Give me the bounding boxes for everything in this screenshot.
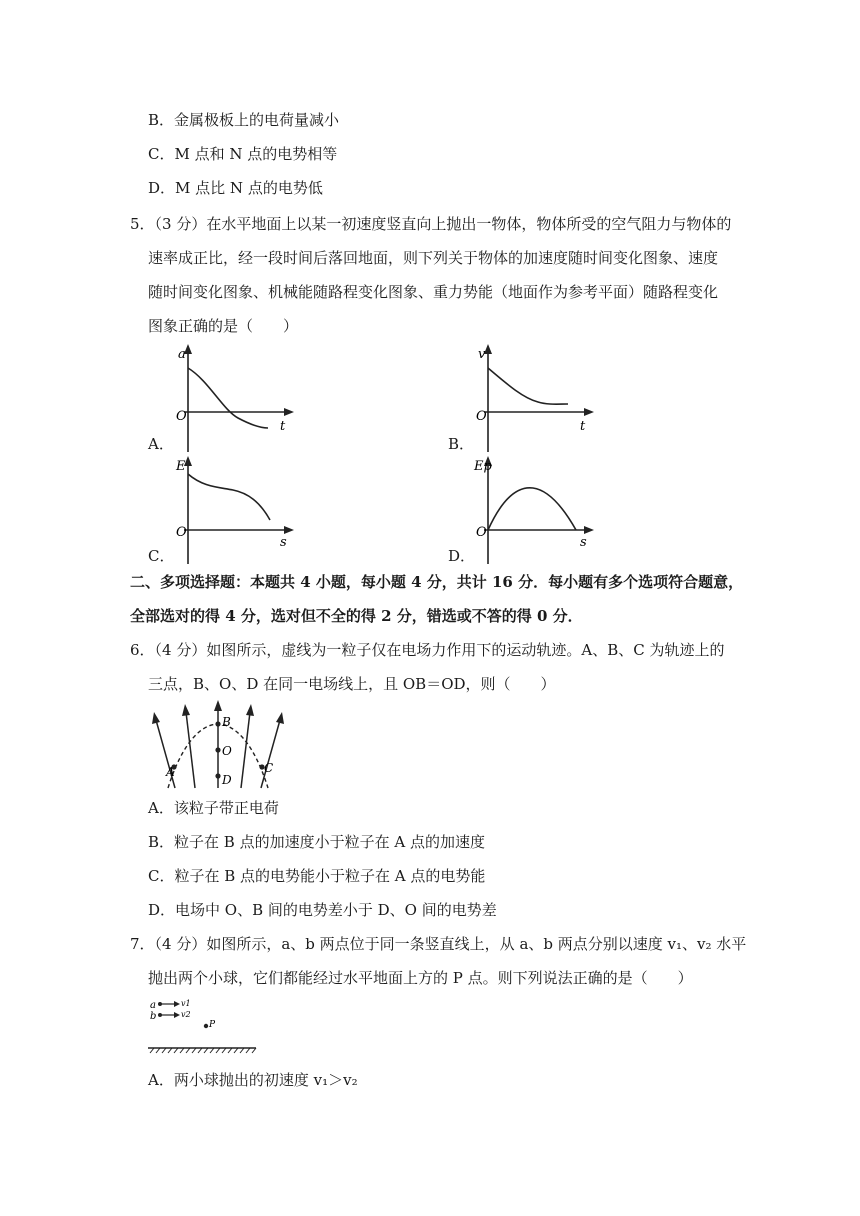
q5-graph-b-label: B． (448, 435, 475, 453)
q7-point-p-label: P (209, 1020, 216, 1030)
q5-graph-a-origin: O (176, 409, 187, 424)
q7-v2-label: v2 (181, 1010, 191, 1019)
q5-graph-a (168, 340, 308, 455)
q5-graph-a-yaxis: a (178, 347, 186, 362)
q5-graph-c-label: C． (148, 547, 175, 565)
q6-stem-line2: 三点，B、O、D 在同一电场线上，且 OB＝OD，则（ ） (148, 675, 556, 693)
q6-point-o-label: O (222, 744, 232, 758)
q7-point-a-label: a (150, 1000, 156, 1011)
q5-graph-c-origin: O (176, 525, 187, 540)
q5-graph-b-origin: O (476, 409, 487, 424)
q5-graph-d-origin: O (476, 525, 487, 540)
q5-stem-line4: 图象正确的是（ ） (148, 317, 299, 335)
q5-graph-b-xaxis: t (580, 419, 586, 434)
q5-graph-d (468, 452, 608, 567)
q5-graph-c-xaxis: s (280, 535, 287, 550)
q5-stem-line2: 速率成正比，经一段时间后落回地面，则下列关于物体的加速度随时间变化图象、速度 (148, 249, 719, 267)
q7-option-a: A．两小球抛出的初速度 v₁＞v₂ (148, 1071, 358, 1089)
q7-stem-line1: 7．（4 分）如图所示，a、b 两点位于同一条竖直线上，从 a、b 两点分别以速度 v₁、v₂ 水平 (130, 935, 747, 953)
q7-stem-line2: 抛出两个小球，它们都能经过水平地面上方的 P 点。则下列说法正确的是（ ） (148, 969, 693, 987)
q7-projectile-figure (148, 996, 260, 1056)
q6-point-b-label: B (222, 715, 231, 729)
q5-stem-line1: 5．（3 分）在水平地面上以某一初速度竖直向上抛出一物体，物体所受的空气阻力与物体的 (130, 215, 732, 233)
q4-option-b: B．金属极板上的电荷量减小 (148, 111, 340, 129)
section2-heading-line2: 全部选对的得 4 分，选对但不全的得 2 分，错选或不答的得 0 分． (130, 607, 583, 625)
q6-option-a: A．该粒子带正电荷 (148, 799, 279, 817)
q6-option-b: B．粒子在 B 点的加速度小于粒子在 A 点的加速度 (148, 833, 485, 851)
q4-option-d: D．M 点比 N 点的电势低 (148, 179, 323, 197)
q5-graph-c-yaxis: E (176, 459, 186, 474)
q6-point-a-label: A (166, 765, 175, 779)
q5-graph-c (168, 452, 308, 567)
q5-graph-b (468, 340, 608, 455)
q5-graph-d-xaxis: s (580, 535, 587, 550)
q6-option-c: C．粒子在 B 点的电势能小于粒子在 A 点的电势能 (148, 867, 486, 885)
q6-option-d: D．电场中 O、B 间的电势差小于 D、O 间的电势差 (148, 901, 497, 919)
q7-v1-label: v1 (181, 999, 191, 1008)
q5-graph-d-yaxis: Ep (474, 459, 492, 474)
q6-point-c-label: C (264, 761, 274, 775)
q5-stem-line3: 随时间变化图象、机械能随路程变化图象、重力势能（地面作为参考平面）随路程变化 (148, 283, 719, 301)
q7-point-b-label: b (150, 1011, 157, 1022)
q5-graph-a-xaxis: t (280, 419, 286, 434)
q6-stem-line1: 6．（4 分）如图所示，虚线为一粒子仅在电场力作用下的运动轨迹。A、B、C 为轨迹上的 (130, 641, 725, 659)
section2-heading-line1: 二、多项选择题：本题共 4 小题，每小题 4 分，共计 16 分．每小题有多个选项符合题意， (130, 573, 744, 591)
q6-field-figure (148, 700, 288, 792)
q5-graph-a-label: A． (148, 435, 174, 453)
q5-graph-d-label: D． (448, 547, 476, 565)
q4-option-c: C．M 点和 N 点的电势相等 (148, 145, 338, 163)
q6-point-d-label: D (222, 773, 232, 787)
q5-graph-b-yaxis: v (478, 347, 486, 362)
